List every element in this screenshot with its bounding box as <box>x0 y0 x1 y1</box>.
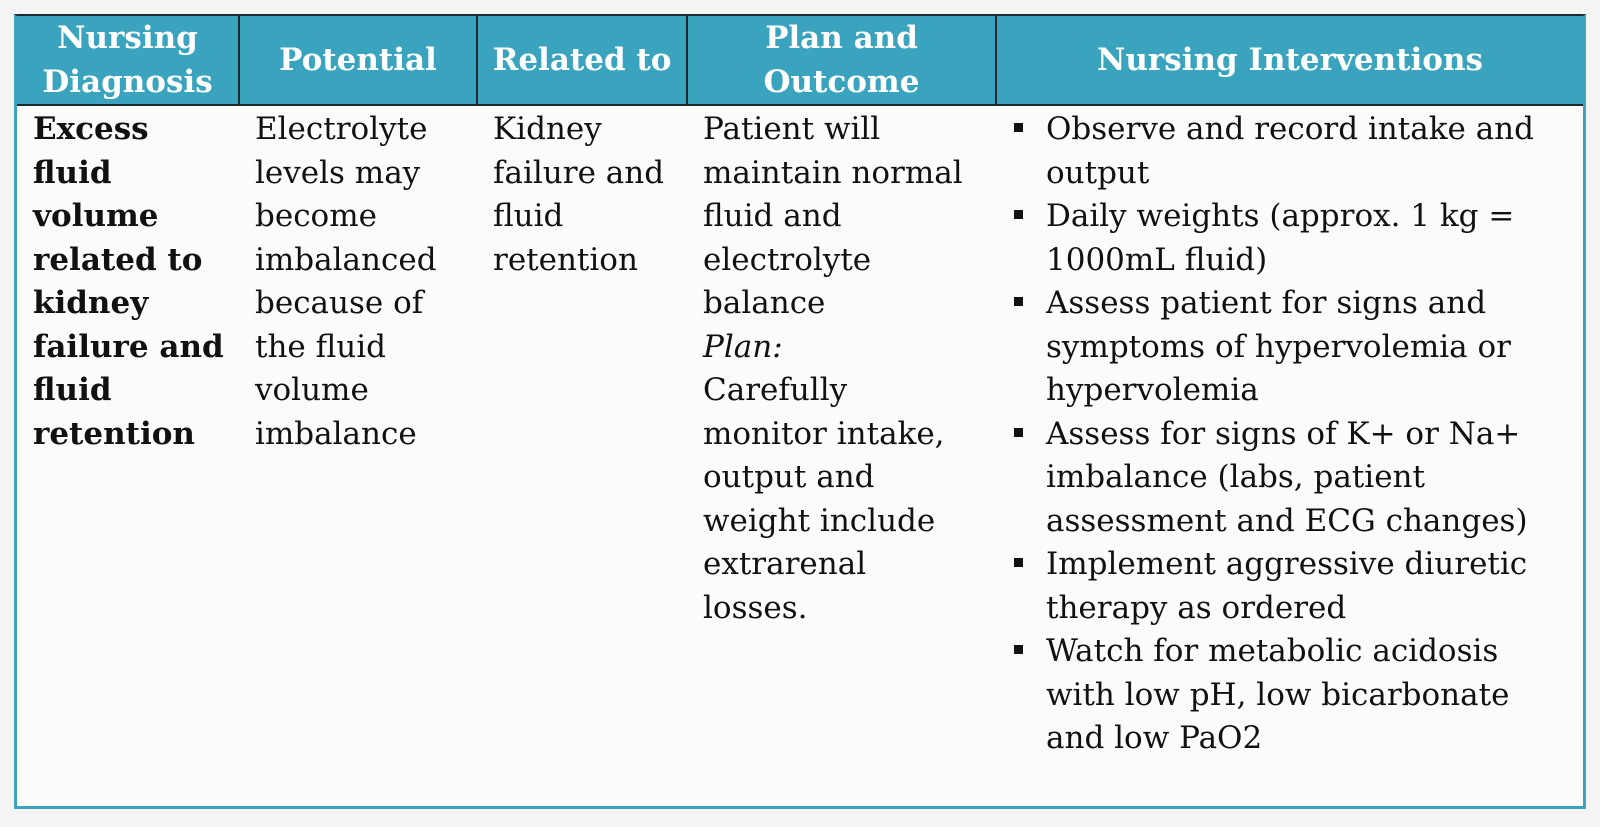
intervention-text: with low pH, low bicarbonate <box>1046 676 1510 713</box>
bullet-square-icon <box>1014 428 1023 437</box>
plan-text: weight include <box>703 502 936 539</box>
intervention-text: Daily weights (approx. 1 kg = <box>1046 198 1515 234</box>
cell-related-to <box>477 105 687 761</box>
intervention-text: Assess patient for signs and <box>1046 285 1487 321</box>
intervention-text: output <box>1046 154 1150 191</box>
plan-text: losses. <box>703 589 808 626</box>
header-text: Potential <box>279 42 437 78</box>
cell-text: become <box>255 198 377 234</box>
cell-nursing-diagnosis <box>17 105 239 761</box>
intervention-text: hypervolemia <box>1046 372 1259 408</box>
plan-label: Plan: <box>703 328 783 365</box>
header-text: Related to <box>492 42 672 78</box>
interventions-list <box>1012 108 1575 761</box>
intervention-text: Assess for signs of K+ or Na+ <box>1046 415 1521 452</box>
list-item <box>1046 543 1575 630</box>
bullet-square-icon <box>1014 645 1023 654</box>
cell-plan-and-outcome <box>687 105 996 761</box>
cell-text: levels may <box>255 154 421 191</box>
list-item <box>1046 413 1575 544</box>
list-item <box>1046 282 1575 413</box>
plan-text: output and <box>703 459 875 495</box>
list-item <box>1046 630 1575 761</box>
header-text: Nursing <box>57 20 198 56</box>
cell-text: failure and <box>33 328 224 365</box>
outcome-text: Patient will <box>703 111 881 147</box>
cell-text: fluid <box>493 198 564 234</box>
intervention-text: Watch for metabolic acidosis <box>1046 633 1499 669</box>
list-item <box>1046 108 1575 195</box>
cell-text: volume <box>33 198 159 234</box>
plan-text: extrarenal <box>703 546 867 582</box>
cell-text: imbalanced <box>255 241 437 278</box>
outcome-text: maintain normal <box>703 154 963 191</box>
plan-text: Carefully <box>703 372 848 408</box>
cell-text: because of <box>255 285 424 321</box>
list-item <box>1046 195 1575 282</box>
outcome-text: balance <box>703 285 826 321</box>
cell-potential <box>239 105 477 761</box>
cell-text: retention <box>33 415 195 452</box>
header-related-to <box>477 16 687 105</box>
bullet-square-icon <box>1014 123 1023 132</box>
cell-text: Excess <box>33 111 149 147</box>
header-plan-and-outcome <box>687 16 996 105</box>
cell-text: volume <box>255 372 369 408</box>
header-text: Nursing Interventions <box>1097 42 1483 78</box>
intervention-text: symptoms of hypervolemia or <box>1046 328 1511 365</box>
cell-nursing-interventions <box>996 105 1583 761</box>
header-text: Plan and <box>765 20 918 56</box>
intervention-text: and low PaO2 <box>1046 720 1263 756</box>
table-row <box>17 105 1583 761</box>
cell-text: fluid <box>33 154 112 191</box>
cell-text: failure and <box>493 154 665 191</box>
header-potential <box>239 16 477 105</box>
bullet-square-icon <box>1014 558 1023 567</box>
intervention-text: Implement aggressive diuretic <box>1046 546 1528 582</box>
intervention-text: therapy as ordered <box>1046 589 1347 626</box>
plan-text: monitor intake, <box>703 415 945 452</box>
intervention-text: Observe and record intake and <box>1046 111 1534 147</box>
cell-text: kidney <box>33 285 149 321</box>
care-plan-frame <box>14 14 1586 809</box>
header-text: Outcome <box>763 64 920 100</box>
intervention-text: imbalance (labs, patient <box>1046 459 1425 495</box>
cell-text: Kidney <box>493 111 602 147</box>
cell-text: Electrolyte <box>255 111 428 147</box>
bullet-square-icon <box>1014 297 1023 306</box>
intervention-text: 1000mL fluid) <box>1046 241 1268 278</box>
outcome-text: electrolyte <box>703 241 872 278</box>
cell-text: the fluid <box>255 328 387 365</box>
nursing-care-plan-table <box>17 16 1583 761</box>
header-nursing-diagnosis <box>17 16 239 105</box>
bullet-square-icon <box>1014 210 1023 219</box>
header-nursing-interventions <box>996 16 1583 105</box>
header-row <box>17 16 1583 105</box>
cell-text: retention <box>493 241 638 278</box>
cell-text: fluid <box>33 372 112 408</box>
cell-text: imbalance <box>255 415 417 452</box>
intervention-text: assessment and ECG changes) <box>1046 502 1528 539</box>
outcome-text: fluid and <box>703 198 842 234</box>
cell-text: related to <box>33 241 203 278</box>
header-text: Diagnosis <box>42 64 213 100</box>
